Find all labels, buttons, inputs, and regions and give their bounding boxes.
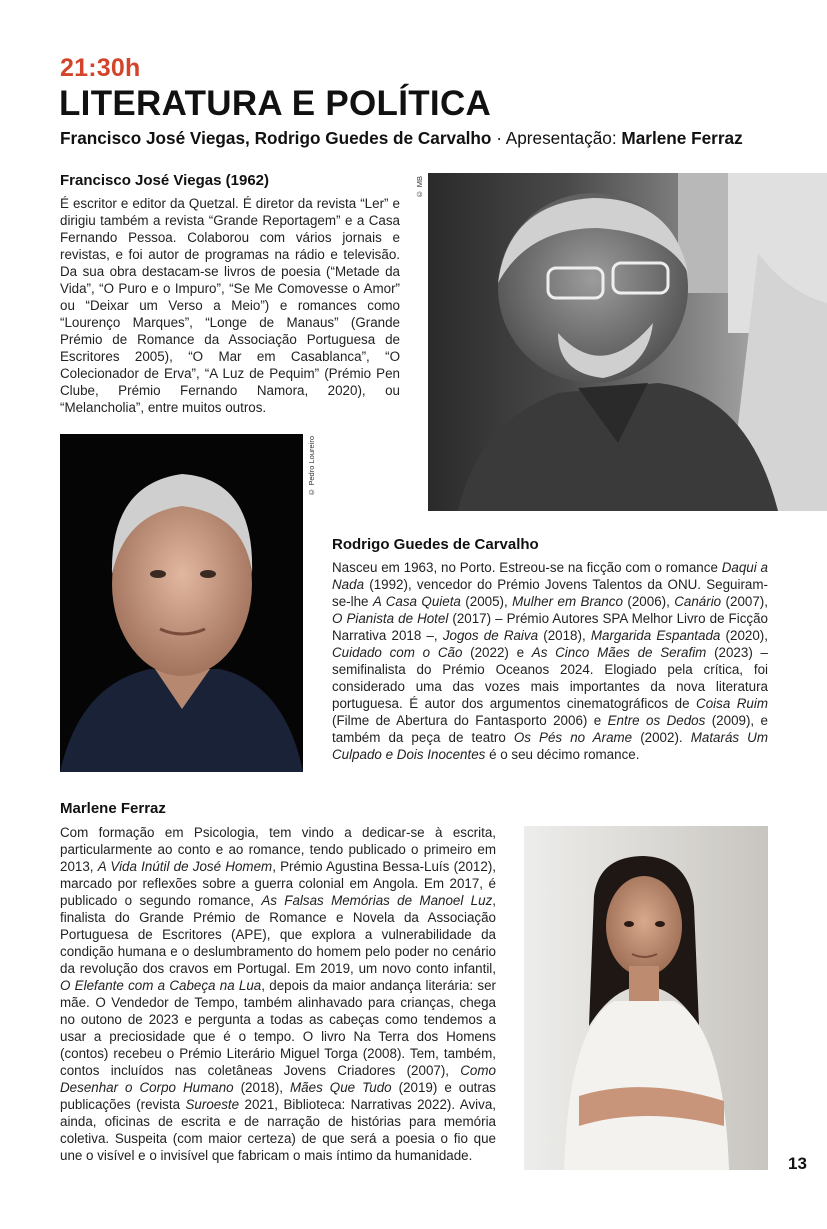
book-title: Margarida Espantada [590, 628, 721, 643]
subtitle-separator: · [491, 128, 506, 148]
fjv-portrait-image [428, 173, 827, 511]
rgc-bio [332, 559, 768, 763]
mf-photo [524, 826, 768, 1170]
film-title: Entre os Dedos [607, 713, 706, 728]
mf-bio-text: (2018), [233, 1080, 291, 1095]
rgc-bio-text: (2018), [538, 628, 591, 643]
book-title: As Falsas Memórias de Manoel Luz [261, 893, 493, 908]
rgc-bio-text: (2022) e [462, 645, 532, 660]
mf-bio-text: , finalista do Grande Prémio de Romance e Novela da Associação Portuguesa de Escritores (APE), que explora a vulnerabilidade da condição humana e o deslumbramento do homem pelo poder no cenário da revolução dos cravos em Portugal. Em 2019, um novo conto infantil, [60, 893, 496, 976]
book-title: Mulher em Branco [512, 594, 623, 609]
book-title: A Casa Quieta [372, 594, 461, 609]
rgc-portrait-image [60, 434, 303, 772]
mf-portrait-image [524, 826, 768, 1170]
mf-heading: Marlene Ferraz [60, 800, 166, 817]
rgc-photo-credit: © Pedro Loureiro [307, 436, 316, 497]
book-title: Cuidado com o Cão [332, 645, 463, 660]
book-title: A Vida Inútil de José Homem [97, 859, 273, 874]
fjv-bio: É escritor e editor da Quetzal. É diretor da revista “Ler” e dirigiu também a revista “Grande Reportagem” e a Casa Fernando Pessoa. Colaborou com vários jornais e revistas, e foi autor de programas na rádio e televisão. Da sua obra destacam-se livros de poesia (“Metade da Vida”, “O Puro e o Impuro”, “Se Me Comovesse o Amor” ou “Deixar um Verso a Meio”) e romances como “Lourenço Marques”, “Longe de Manaus” (Grande Prémio de Romance da Associação Portuguesa de Escritores 2005), “O Mar em Casablanca”, “O Colecionador de Erva”, “A Luz de Pequim” (Prémio Pen Clube, Prémio Fernando Namora, 2020), ou “Melancholia”, entre muitos outros. [60, 196, 400, 415]
rgc-bio-text: (2017) – Prémio Autores SPA Melhor Livro de Ficção Narrativa 2018 –, [332, 611, 768, 643]
book-title: O Pianista de Hotel [332, 611, 449, 626]
rgc-bio-text: (1992), vencedor do Prémio Jovens Talentos da ONU. Seguiram-se-lhe [332, 577, 768, 609]
event-presenter: Marlene Ferraz [621, 128, 743, 148]
event-title: LITERATURA E POLÍTICA [59, 84, 492, 123]
fjv-heading: Francisco José Viegas (1962) [60, 172, 270, 189]
mf-bio [60, 824, 496, 1164]
event-subtitle [60, 126, 743, 150]
book-title: Como Desenhar o Corpo Humano [60, 1063, 496, 1095]
magazine-title: Suroeste [185, 1097, 240, 1112]
book-title: Matarás Um Culpado e Dois Inocentes [332, 730, 768, 762]
rgc-bio-text: (2002). [632, 730, 691, 745]
rgc-bio-text: (2023) – semifinalista do Prémio Oceanos 2024. Elogiado pela crítica, foi considerado uma das vozes mais importantes da nova literatura portuguesa. É autor dos argumentos cinematográficos de [332, 645, 768, 711]
fjv-photo-credit: © MB [415, 176, 424, 199]
event-authors: Francisco José Viegas, Rodrigo Guedes de Carvalho [60, 128, 492, 148]
rgc-bio-text: (2006), [622, 594, 675, 609]
presentation-label: Apresentação: [505, 128, 622, 148]
mf-bio-text: , depois da maior andança literária: ser mãe. O Vendedor de Tempo, também alinhavado para crianças, chega no outono de 2023 e pergunta a todas as cabeças como tendemos a usar a preciosidade que é o tempo. O livro Na Terra dos Homens (contos) recebeu o Prémio Literário Miguel Torga (2008). Tem, também, contos incluídos nas coletâneas Jovens Criadores (2007), [60, 978, 496, 1078]
mf-bio-text: , Prémio Agustina Bessa-Luís (2012), marcado por reflexões sobre a guerra colonial em Angola. Em 2017, é publicado o segundo romance, [60, 859, 496, 908]
rgc-bio-text: (2009), e também da peça de teatro [332, 713, 769, 745]
book-title: Canário [674, 594, 722, 609]
mf-bio-text: (2019) e outras publicações (revista [60, 1080, 496, 1112]
rgc-bio-text: (2007), [721, 594, 768, 609]
mf-bio-text: Com formação em Psicologia, tem vindo a dedicar-se à escrita, particularmente ao conto e ao romance, tendo publicado o primeiro em 2013, [60, 825, 496, 874]
rgc-bio-text: (Filme de Abertura do Fantasporto 2006) e [332, 713, 608, 728]
page-number: 13 [788, 1154, 807, 1173]
play-title: Os Pés no Arame [513, 730, 633, 745]
mf-bio-text: 2021, Biblioteca: Narrativas 2022). Aviva, ainda, oficinas de escrita e de narração de histórias para memória coletiva. Suspeita (com maior certeza) de que será a poesia o fio que une o visível e o invisível que fabricam o mais íntimo da humanidade. [60, 1097, 496, 1163]
event-time: 21:30h [60, 54, 141, 82]
rgc-bio-text: Nasceu em 1963, no Porto. Estreou-se na ficção com o romance [332, 560, 722, 575]
fjv-photo [428, 173, 827, 511]
book-title: Jogos de Raiva [442, 628, 539, 643]
book-title: As Cinco Mães de Serafim [531, 645, 707, 660]
book-title: Daqui a Nada [332, 560, 768, 592]
rgc-bio-text: (2005), [460, 594, 513, 609]
book-title: Mães Que Tudo [290, 1080, 392, 1095]
rgc-bio-text: é o seu décimo romance. [485, 747, 640, 762]
book-title: O Elefante com a Cabeça na Lua [60, 978, 262, 993]
film-title: Coisa Ruim [696, 696, 769, 711]
rgc-heading: Rodrigo Guedes de Carvalho [332, 536, 539, 553]
rgc-bio-text: (2020), [720, 628, 768, 643]
rgc-photo [60, 434, 303, 772]
